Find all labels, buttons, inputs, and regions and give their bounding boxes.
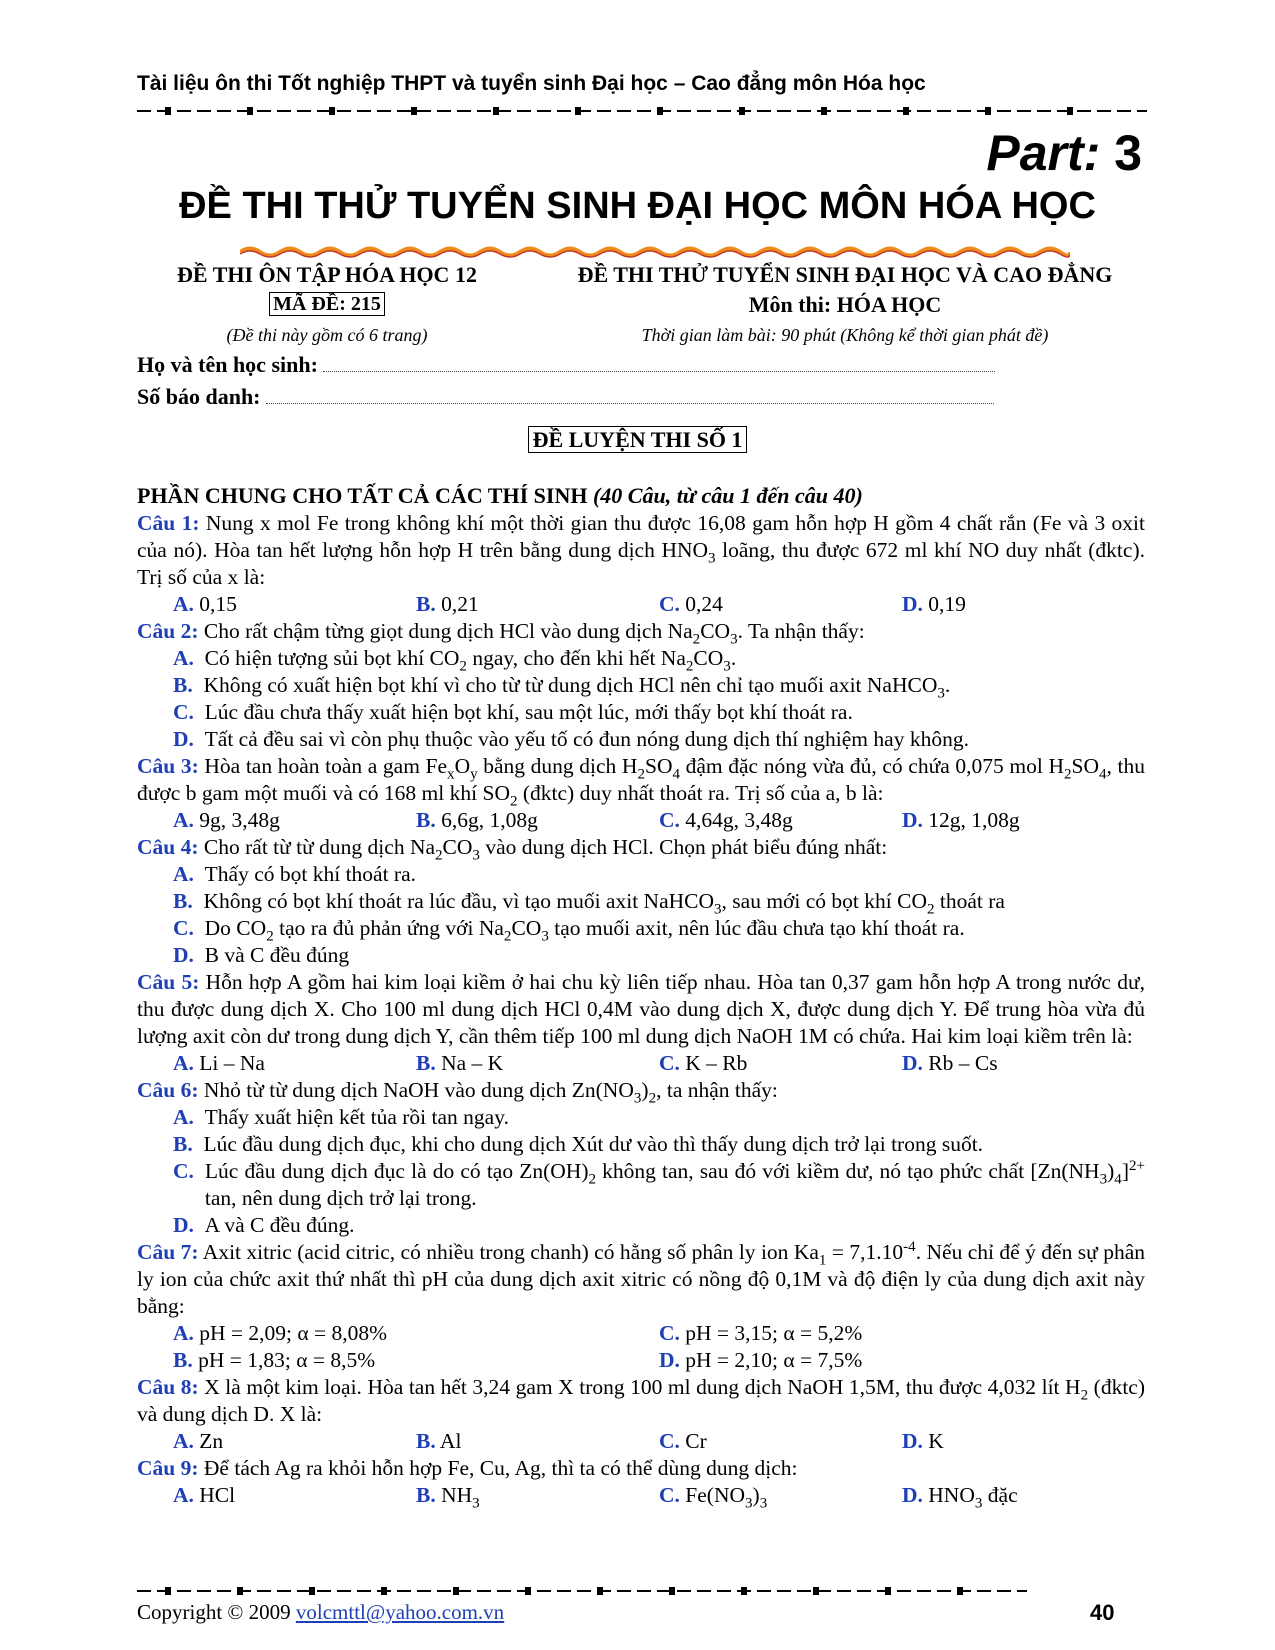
option-text: Không có bọt khí thoát ra lúc đầu, vì tạo muối axit NaHCO [203,889,714,913]
option-text: Tất cả đều sai vì còn phụ thuộc vào yếu tố có đun nóng dung dịch thí nghiệm hay không. [204,727,969,751]
subscript: 4 [672,766,680,783]
question-text: X là một kim loại. Hòa tan hết 3,24 gam X trong 100 ml dung dịch NaOH 1,5M, thu được 4,032 lít H [198,1375,1081,1399]
option-d [137,942,1145,969]
question-label: Câu 7: [137,1240,199,1264]
question-text: Axit xitric (acid citric, có nhiều trong chanh) có hằng số phân ly ion Ka [198,1240,819,1264]
option-d [902,1050,1145,1077]
option-b [416,591,659,618]
option-label: C. [659,808,680,832]
question-label: Câu 4: [137,835,199,859]
section-note: (40 Câu, từ câu 1 đến câu 40) [592,483,863,508]
option-b [137,672,1145,702]
exam-right-title: ĐỀ THI THỬ TUYỂN SINH ĐẠI HỌC VÀ CAO ĐẲNG [577,262,1113,287]
question-label: Câu 3: [137,754,199,778]
option-label: D. [659,1348,680,1372]
option-text: pH = 1,83; α = 8,5% [198,1348,376,1372]
option-text: 0,19 [928,592,966,616]
options-row [137,1050,1145,1077]
option-c [659,1482,902,1512]
email-link[interactable]: volcmttl@yahoo.com.vn [295,1600,505,1624]
option-label: D. [173,1213,194,1237]
options-row [137,591,1145,618]
option-label: B. [173,1348,193,1372]
subscript: 1 [818,1252,827,1269]
question-label: Câu 5: [137,970,200,994]
options-row [137,807,1145,834]
subscript: 3 [541,928,549,945]
option-label: C. [659,1321,680,1345]
subscript: 3 [759,1495,768,1512]
option-text: 0,15 [199,592,237,616]
student-id-label: Số báo danh: [137,384,261,409]
option-text: Li – Na [199,1051,265,1075]
question-text: O [454,754,471,778]
option-text: K – Rb [685,1051,748,1075]
option-d [902,807,1145,834]
option-text: 12g, 1,08g [928,808,1020,832]
option-text: Cr [685,1429,707,1453]
option-label: B. [416,808,436,832]
option-text: pH = 2,09; α = 8,08% [199,1321,388,1345]
option-c [659,1428,902,1455]
question-text: Nung x mol Fe trong không khí một thời gian thu được 16,08 gam hỗn hợp H gồm 4 chất rắn (Fe và 3 oxit của nó). Hòa tan hết lượng hỗn hợp H trên bằng dung dịch HNO [137,511,1145,562]
question-9 [137,1455,1145,1482]
student-name-blank [323,357,995,372]
option-a [137,645,1145,675]
option-a [173,1320,659,1347]
exam-content [137,482,1146,1512]
option-label: A. [173,1483,194,1507]
exam-number-box [0,427,1275,453]
option-text: pH = 2,10; α = 7,5% [685,1348,863,1372]
student-name-field [137,352,995,378]
option-text: ngay, cho đến khi hết Na [466,646,686,670]
question-text: CO [700,619,731,643]
subscript: 2 [459,658,467,675]
question-text: Để tách Ag ra khỏi hỗn hợp Fe, Cu, Ag, thì ta có thể dùng dung dịch: [198,1456,798,1480]
footer-divider [137,1584,1027,1598]
question-label: Câu 8: [137,1375,199,1399]
option-label: B. [416,1429,436,1453]
option-d [137,1212,1145,1239]
question-1 [137,510,1145,591]
question-text: đậm đặc nóng vừa đủ, có chứa 0,075 mol H [680,754,1064,778]
option-text: Al [439,1429,462,1453]
question-2 [137,618,1145,648]
question-text: SO [1071,754,1099,778]
subscript: 2 [435,847,443,864]
question-text: Hỗn hợp A gồm hai kim loại kiềm ở hai chu kỳ liên tiếp nhau. Hòa tan 0,37 gam hỗn hợp A trong nước dư, thu được dung dịch X. Cho 100 ml dung dịch HCl 0,4M vào dung dịch X, được dung dịch Y. Để trung hòa vừa đủ lượng axit còn dư trong dung dịch Y, cần thêm tiếp 100 ml dung dịch NaOH 1M có chứa. Hai kim loại kiềm trên là: [137,970,1145,1048]
page-number: 40 [1090,1600,1115,1625]
subscript: 2 [637,766,645,783]
page-title: ĐỀ THI THỬ TUYỂN SINH ĐẠI HỌC MÔN HÓA HỌC [179,185,1096,227]
option-label: A. [173,592,194,616]
option-label: B. [416,1051,436,1075]
subscript: 3 [472,1495,480,1512]
option-text: Zn [199,1429,224,1453]
option-text: không tan, sau đó với kiềm dư, nó tạo phức chất [596,1159,1025,1183]
option-label: D. [902,1429,923,1453]
part-title [986,124,1142,182]
question-text: CO [442,835,473,859]
student-id-field [137,384,994,410]
option-label: B. [173,889,193,913]
part-number: 3 [1114,125,1142,181]
option-text: ) [752,1483,760,1507]
student-name-label: Họ và tên học sinh: [137,352,318,377]
superscript: -4 [903,1238,916,1255]
option-b [416,1428,659,1455]
option-text: . [730,646,737,670]
option-text: CO [511,916,542,940]
subscript: 4 [1099,766,1107,783]
subscript: 2 [1080,1387,1089,1404]
option-a [173,1428,416,1455]
option-a [173,1482,416,1509]
question-3 [137,753,1145,810]
question-text: , thu được b gam một muối và có 168 ml khí SO [137,754,1145,805]
question-text: . Nếu chỉ để ý đến sự phân ly ion của chức axit thứ nhất thì pH của dung dịch axit xitric có nồng độ 0,1M và độ điện ly của dung dịch axit này bằng: [137,1240,1145,1318]
subscript: 3 [1099,1171,1108,1188]
option-text: 4,64g, 3,48g [685,808,793,832]
option-text: 0,21 [441,592,479,616]
option-c [659,1320,1145,1347]
subscript: 3 [714,901,722,918]
option-d [902,1428,1145,1455]
subscript: 2 [588,1171,597,1188]
subscript: 3 [472,847,480,864]
subscript: y [470,766,478,783]
option-text: [Zn(NH [1030,1159,1100,1183]
question-text: (đktc) duy nhất thoát ra. Trị số của a, b là: [517,781,884,805]
option-b [416,807,659,834]
exam-left-title: ĐỀ THI ÔN TẬP HÓA HỌC 12 [177,262,477,287]
option-b [137,1131,1145,1158]
option-text: NH [441,1483,473,1507]
option-c [137,699,1145,726]
option-text: Có hiện tượng sủi bọt khí CO [204,646,460,670]
question-6 [137,1077,1145,1107]
student-id-blank [266,389,994,404]
options-row [137,1320,1145,1347]
superscript: 2+ [1129,1157,1146,1174]
option-label: A. [173,862,194,886]
subscript: 3 [723,658,731,675]
exam-code: MÃ ĐỀ: 215 [269,292,385,316]
subscript: 3 [633,1090,642,1107]
option-label: C. [173,916,194,940]
question-text: Cho rất chậm từng giọt dung dịch HCl vào dung dịch Na [198,619,693,643]
option-a [137,1104,1145,1131]
option-text: tạo muối axit, nên lúc đầu chưa tạo khí thoát ra. [548,916,965,940]
options-row [137,1428,1145,1455]
subscript: 2 [1063,766,1072,783]
section-heading [137,482,1145,509]
option-label: A. [173,1051,194,1075]
option-text: , sau mới có bọt khí CO [721,889,927,913]
question-text: = 7,1.10 [826,1240,904,1264]
option-text: pH = 3,15; α = 5,2% [685,1321,863,1345]
option-label: A. [173,1105,194,1129]
option-label: C. [659,1051,680,1075]
running-header: Tài liệu ôn thi Tốt nghiệp THPT và tuyển sinh Đại học – Cao đẳng môn Hóa học [137,72,926,95]
option-label: A. [173,1429,194,1453]
subscript: 3 [974,1495,983,1512]
subscript: 2 [692,631,701,648]
time-note: Thời gian làm bài: 90 phút (Không kể thời gian phát đề) [641,325,1049,345]
question-5 [137,969,1145,1050]
footer-copyright [137,1600,504,1625]
option-label: A. [173,1321,194,1345]
option-text: HCl [199,1483,236,1507]
option-text: . [944,673,951,697]
option-text-block [194,1158,1145,1212]
option-text: A và C đều đúng. [204,1213,355,1237]
option-label: C. [659,1429,680,1453]
option-text: Lúc đầu chưa thấy xuất hiện bọt khí, sau một lúc, mới thấy bọt khí thoát ra. [204,700,853,724]
header-divider [137,104,1147,118]
question-text: ) [641,1078,649,1102]
option-label: D. [902,1483,923,1507]
subscript: x [447,766,455,783]
option-label: C. [173,1159,194,1183]
option-label: B. [416,1483,436,1507]
option-label: B. [173,1132,193,1156]
copyright-text: Copyright © 2009 [137,1600,291,1624]
option-text: HNO [928,1483,975,1507]
question-text: (đktc) và dung dịch D. X là: [137,1375,1145,1426]
pages-note: (Đề thi này gồm có 6 trang) [226,325,428,345]
subscript: 2 [648,1090,657,1107]
option-d [902,591,1145,618]
option-label: B. [173,673,193,697]
option-text: ] [1121,1159,1129,1183]
option-text: ) [1107,1159,1115,1183]
question-4 [137,834,1145,864]
option-b [173,1347,659,1374]
option-text: Rb – Cs [928,1051,998,1075]
question-text: . Ta nhận thấy: [737,619,865,643]
option-label: C. [659,592,680,616]
subscript: 3 [937,685,945,702]
option-text: thoát ra [934,889,1005,913]
option-c [659,807,902,834]
option-b [416,1482,659,1512]
option-text: Thấy có bọt khí thoát ra. [204,862,417,886]
option-text: 9g, 3,48g [199,808,280,832]
option-a [173,807,416,834]
decorative-wave-divider [240,245,1070,259]
option-text: Không có xuất hiện bọt khí vì cho từ từ dung dịch HCl nên chỉ tạo muối axit NaHCO [203,673,938,697]
section-title: PHẦN CHUNG CHO TẤT CẢ CÁC THÍ SINH [137,483,588,508]
subscript: 2 [685,658,694,675]
option-text: tạo ra đủ phản ứng với Na [273,916,504,940]
subscript: 2 [509,793,518,810]
question-8 [137,1374,1145,1428]
option-a [137,861,1145,888]
option-d [137,726,1145,753]
option-text: tan, nên dung dịch trở lại trong. [204,1186,477,1210]
option-c [659,1050,902,1077]
exam-subject: Môn thi: HÓA HỌC [748,292,942,317]
option-label: D. [173,727,194,751]
option-text: CO [693,646,724,670]
option-label: C. [659,1483,680,1507]
options-row [137,1347,1145,1374]
option-d [902,1482,1145,1512]
option-a [173,1050,416,1077]
option-c [659,591,902,618]
option-label: D. [902,1051,923,1075]
option-label: A. [173,646,194,670]
option-text: Na – K [441,1051,504,1075]
question-text: bằng dung dịch H [477,754,638,778]
question-label: Câu 6: [137,1078,199,1102]
option-text: đặc [982,1483,1018,1507]
subscript: 3 [745,1495,753,1512]
option-label: A. [173,808,194,832]
question-text: SO [644,754,673,778]
option-b [416,1050,659,1077]
option-c [137,915,1145,945]
subscript: 3 [730,631,738,648]
option-label: D. [173,943,194,967]
options-row [137,1482,1145,1512]
subscript: 2 [503,928,512,945]
option-label: C. [173,700,194,724]
option-b [137,888,1145,918]
exam-number: ĐỀ LUYỆN THI SỐ 1 [528,426,748,453]
option-text: Fe(NO [685,1483,745,1507]
option-text: Do CO [204,916,267,940]
option-text: K [928,1429,944,1453]
option-label: B. [416,592,436,616]
subscript: 2 [927,901,935,918]
question-text: Hòa tan hoàn toàn a gam Fe [198,754,448,778]
option-label: D. [902,592,923,616]
option-a [173,591,416,618]
question-label: Câu 1: [137,511,200,535]
option-text: Lúc đầu dung dịch đục, khi cho dung dịch Xút dư vào thì thấy dung dịch trở lại trong suốt. [203,1132,984,1156]
option-text: Lúc đầu dung dịch đục là do có tạo Zn(OH) [204,1159,589,1183]
option-d [659,1347,1145,1374]
subscript: 4 [1114,1171,1122,1188]
option-label: D. [902,808,923,832]
question-7 [137,1239,1145,1320]
option-text: Thấy xuất hiện kết tủa rồi tan ngay. [204,1105,509,1129]
question-text: Nhỏ từ từ dung dịch NaOH vào dung dịch Zn(NO [198,1078,634,1102]
question-label: Câu 9: [137,1456,199,1480]
subscript: 2 [266,928,274,945]
subscript: 3 [708,550,716,567]
option-c [137,1158,1145,1212]
option-text: 0,24 [685,592,723,616]
option-text: B và C đều đúng [204,943,350,967]
option-text: 6,6g, 1,08g [441,808,538,832]
part-label: Part: [986,125,1101,181]
question-text: vào dung dịch HCl. Chọn phát biểu đúng nhất: [479,835,888,859]
question-text: Cho rất từ từ dung dịch Na [198,835,436,859]
question-text: loãng, thu được 672 ml khí NO duy nhất (đktc). Trị số của x là: [137,538,1145,589]
question-label: Câu 2: [137,619,199,643]
question-text: , ta nhận thấy: [656,1078,778,1102]
